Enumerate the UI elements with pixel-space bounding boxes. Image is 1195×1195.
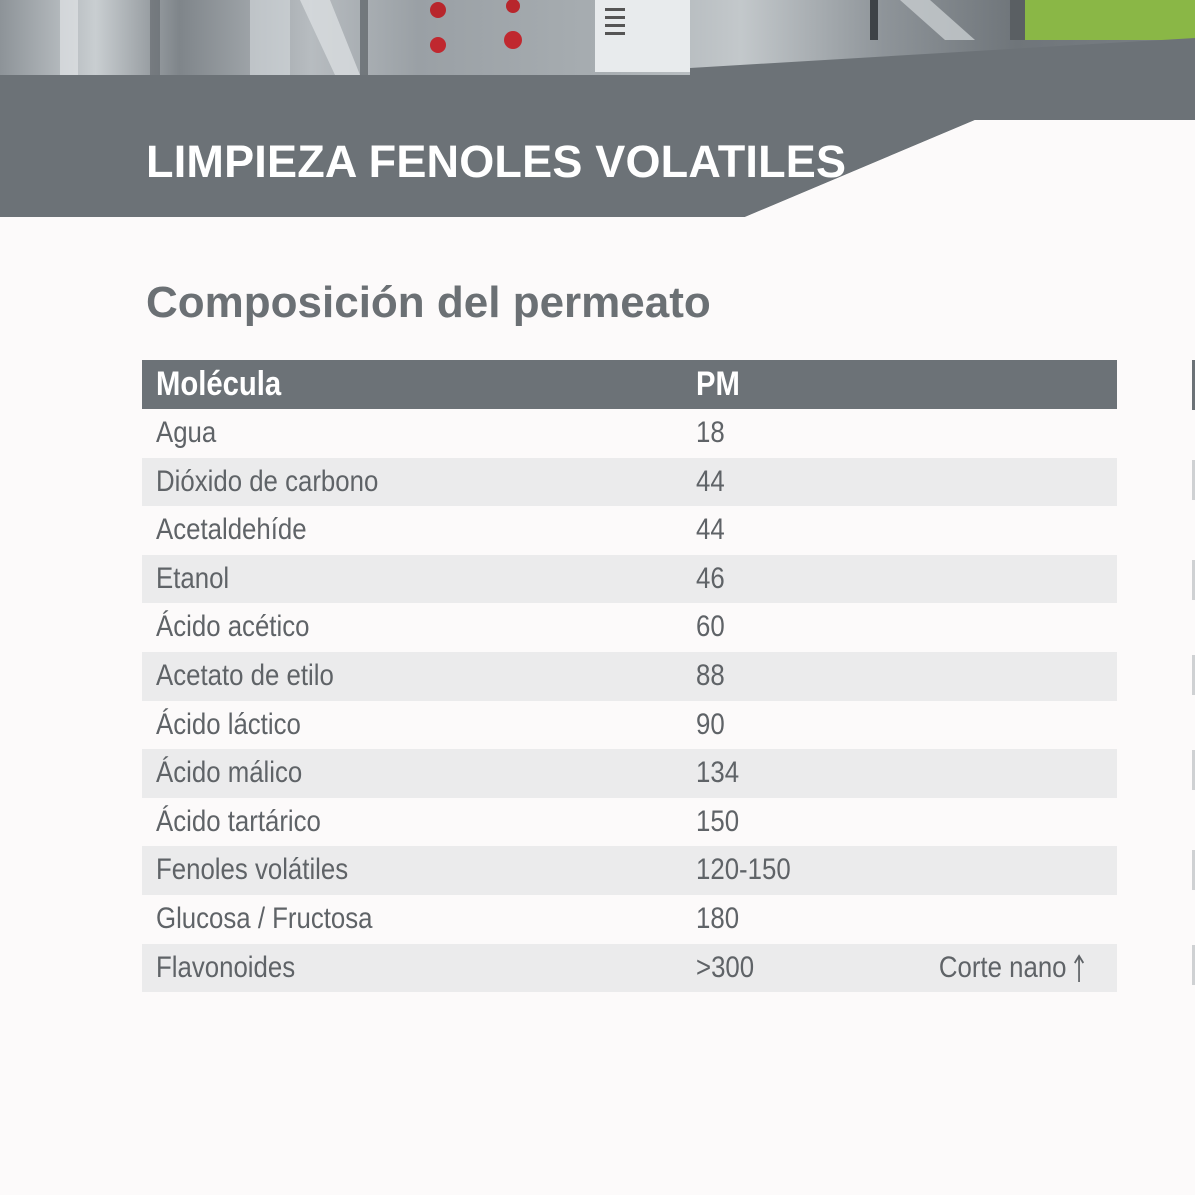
table-row: [142, 603, 1117, 652]
table-row: [142, 458, 1117, 507]
arrow-up-icon: [1073, 944, 1085, 992]
pm-cell: 150: [696, 804, 740, 838]
molecule-cell: Dióxido de carbono: [156, 464, 379, 498]
table-row: [142, 798, 1117, 847]
molecule-cell: Agua: [156, 416, 217, 449]
header-molecule: Molécula: [156, 365, 282, 403]
molecule-cell: Ácido láctico: [156, 707, 301, 741]
cut-note: Corte nano: [938, 950, 1067, 984]
table-row: [142, 701, 1117, 750]
table-row: [142, 944, 1117, 993]
molecule-cell: Ácido málico: [156, 756, 303, 790]
permeate-table: [142, 360, 1117, 992]
pm-cell: 44: [696, 513, 725, 547]
note-cell: [938, 944, 1085, 992]
pm-cell: 44: [696, 464, 725, 498]
table-row: [142, 506, 1117, 555]
molecule-cell: Ácido acético: [156, 610, 310, 644]
molecule-cell: Acetato de etilo: [156, 658, 334, 692]
title-banner: [0, 0, 1195, 220]
pm-cell: 120-150: [696, 853, 791, 887]
table-row: [142, 555, 1117, 604]
table-row: [142, 895, 1117, 944]
pm-cell: >300: [696, 950, 755, 984]
pm-cell: 88: [696, 658, 725, 692]
table-row: [142, 749, 1117, 798]
header-pm: PM: [696, 365, 740, 403]
molecule-cell: Fenoles volátiles: [156, 853, 349, 887]
pm-cell: 60: [696, 610, 725, 644]
table-header: [142, 360, 1117, 409]
molecule-cell: Glucosa / Fructosa: [156, 901, 373, 935]
molecule-cell: Flavonoides: [156, 950, 296, 984]
pm-cell: 18: [696, 416, 725, 449]
pm-cell: 134: [696, 756, 740, 790]
molecule-cell: Etanol: [156, 561, 230, 595]
table-row: [142, 652, 1117, 701]
table-row: [142, 409, 1117, 458]
banner-title: LIMPIEZA FENOLES VOLATILES: [146, 136, 847, 187]
pm-cell: 90: [696, 707, 725, 741]
molecule-cell: Ácido tartárico: [156, 804, 321, 838]
pm-cell: 46: [696, 561, 725, 595]
pm-cell: 180: [696, 901, 740, 935]
molecule-cell: Acetaldehíde: [156, 513, 307, 547]
table-row: [142, 846, 1117, 895]
section-title: Composición del permeato: [146, 278, 711, 327]
